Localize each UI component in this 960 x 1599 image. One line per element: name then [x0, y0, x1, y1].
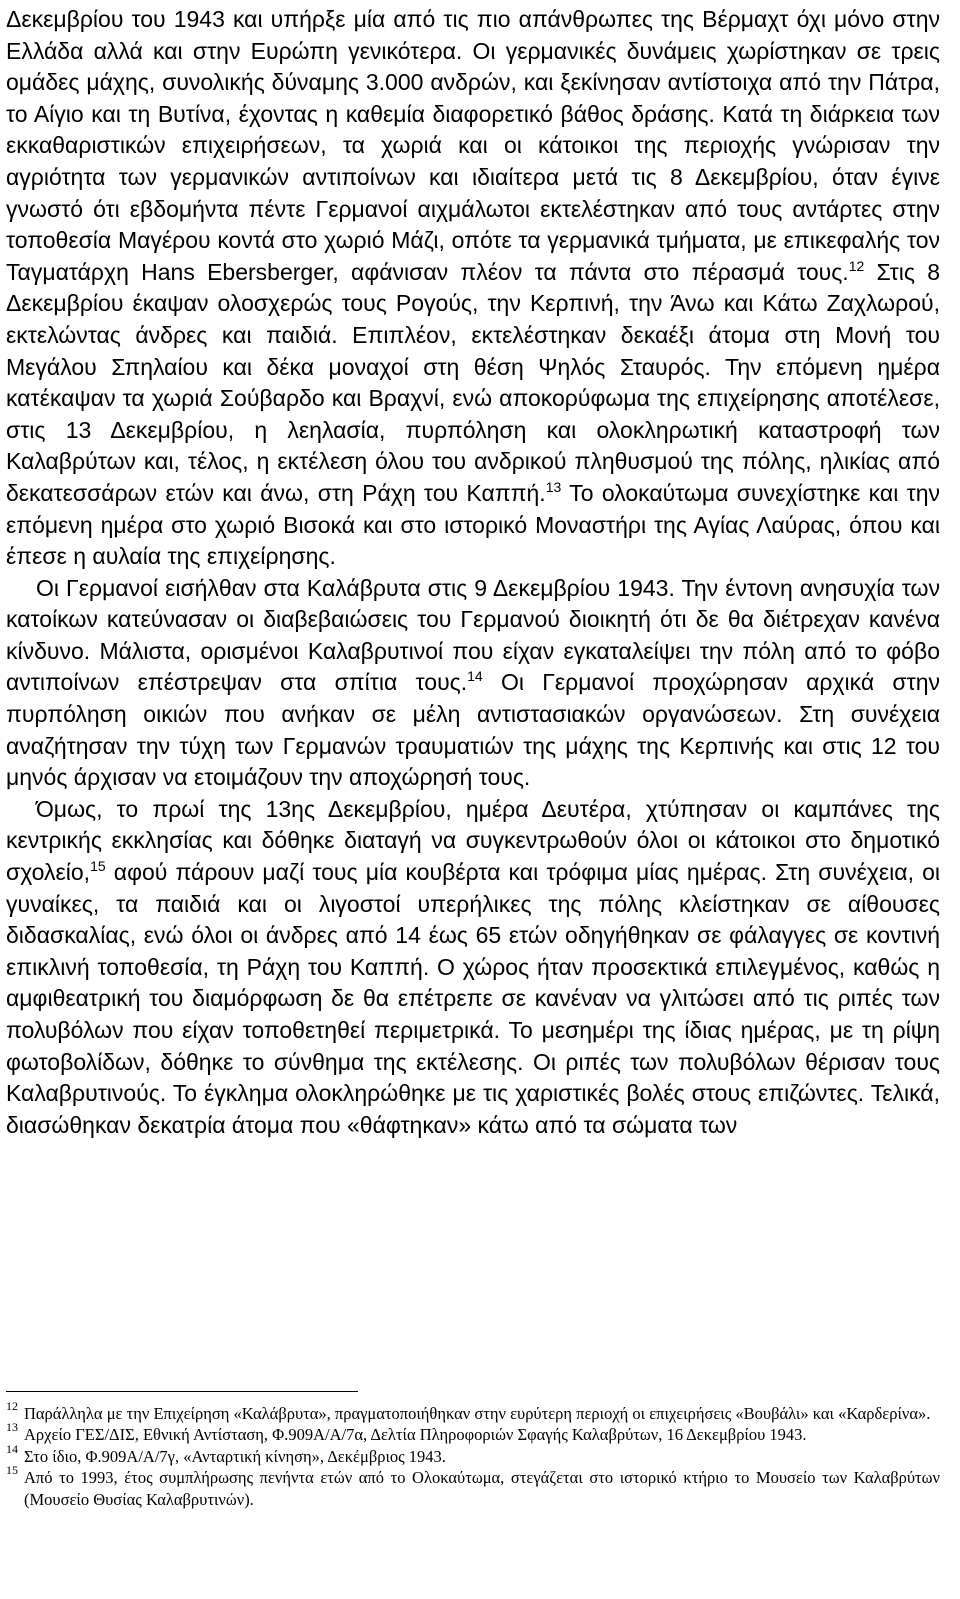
footnote-ref-15[interactable]: 15: [90, 858, 106, 875]
footnote-13: [6, 1420, 940, 1445]
footnote-text: Στο ίδιο, Φ.909Α/Α/7γ, «Ανταρτική κίνηση», Δεκέμβριος 1943.: [24, 1446, 446, 1466]
paragraph-text: Δεκεμβρίου του 1943 και υπήρξε μία από τις πιο απάνθρωπες της Βέρμαχτ όχι μόνο στην Ελλάδα αλλά και στην Ευρώπη γενικότερα. Οι γερμανικές δυνάμεις χωρίστηκαν σε τρεις ομάδες μάχης, συνολικής δύναμης 3.000 ανδρών, και ξεκίνησαν αντίστοιχα από την Πάτρα, το Αίγιο και τη Βυτίνα, έχοντας η καθεμία διαφορετικό βάθος δράσης. Κατά τη διάρκεια των εκκαθαριστικών επιχειρήσεων, τα χωριά και οι κάτοικοι της περιοχής γνώρισαν την αγριότητα των γερμανικών αντιποίνων και ιδιαίτερα μετά τις 8 Δεκεμβρίου, όταν έγινε γνωστό ότι εβδομήντα πέντε Γερμανοί αιχμάλωτοι εκτελέστηκαν από τους αντάρτες στην τοποθεσία Μαγέρου κοντά στο χωριό Μάζι, οπότε τα γερμανικά τμήματα, με επικεφαλής τον Ταγματάρχη Hans Ebersberger, αφάνισαν πλέον τα πάντα στο πέρασμά τους.: [6, 6, 940, 285]
footnote-number: 13: [6, 1420, 18, 1435]
footnote-12: [6, 1399, 940, 1424]
footnote-text: Από το 1993, έτος συμπλήρωσης πενήντα ετών από το Ολοκαύτωμα, στεγάζεται στο ιστορικό κτήριο το Μουσείο των Καλαβρύτων (Μουσείο Θυσίας Καλαβρυτινών).: [24, 1468, 940, 1509]
body-text: [6, 4, 940, 1141]
footnote-text: Αρχείο ΓΕΣ/ΔΙΣ, Εθνική Αντίσταση, Φ.909Α/Α/7α, Δελτία Πληροφοριών Σφαγής Καλαβρύτων, 16 Δεκεμβρίου 1943.: [24, 1425, 807, 1445]
footnote-number: 14: [6, 1441, 18, 1456]
footnote-ref-12[interactable]: 12: [848, 257, 865, 274]
paragraph-text: Στις 8 Δεκεμβρίου έκαψαν ολοσχερώς τους Ρογούς, την Κερπινή, την Άνω και Κάτω Ζαχλωρού, εκτελώντας άνδρες και παιδιά. Επιπλέον, εκτελέστηκαν δεκαέξι άτομα στη Μονή του Μεγάλου Σπηλαίου και δέκα μοναχοί στη θέση Ψηλός Σταυρός. Την επόμενη ημέρα κατέκαψαν τα χωριά Σούβαρδο και Βραχνί, ενώ αποκορύφωμα της επιχείρησης αποτέλεσε, στις 13 Δεκεμβρίου, η λεηλασία, πυρπόληση και ολοκληρωτική καταστροφή των Καλαβρύτων και, τέλος, η εκτέλεση όλου του ανδρικού πληθυσμού της πόλης, ηλικίας από δεκατεσσάρων ετών και άνω, στη Ράχη του Καππή.: [6, 258, 940, 506]
footnote-number: 15: [6, 1463, 18, 1478]
paragraph-text: Οι Γερμανοί προχώρησαν αρχικά στην πυρπόληση οικιών που ανήκαν σε μέλη αντιστασιακών οργανώσεων. Στη συνέχεια αναζήτησαν την τύχη των Γερμανών τραυματιών της μάχης της Κερπινής και στις 12 του μηνός άρχισαν να ετοιμάζουν την αποχώρησή τους.: [6, 669, 940, 791]
footnote-15: [6, 1463, 940, 1510]
paragraph-text: Όμως, το πρωί της 13ης Δεκεμβρίου, ημέρα Δευτέρα, χτύπησαν οι καμπάνες της κεντρικής εκκλησίας και δόθηκε διαταγή να συγκεντρωθούν όλοι οι κάτοικοι στο δημοτικό σχολείο,: [6, 795, 940, 886]
footnote-separator: [6, 1391, 358, 1392]
footnote-ref-14[interactable]: 14: [467, 668, 483, 685]
paragraph-1: [6, 4, 940, 573]
paragraph-3: [6, 794, 940, 1142]
footnote-number: 12: [6, 1399, 18, 1413]
paragraph-2: [6, 573, 940, 794]
paragraph-text: Το ολοκαύτωμα συνεχίστηκε και την επόμενη ημέρα στο χωριό Βισοκά και στο ιστορικό Μοναστήρι της Αγίας Λαύρας, όπου και έπεσε η αυλαία της επιχείρησης.: [6, 479, 941, 570]
paragraph-text: Οι Γερμανοί εισήλθαν στα Καλάβρυτα στις 9 Δεκεμβρίου 1943. Την έντονη ανησυχία των κατοίκων κατεύνασαν οι διαβεβαιώσεις του Γερμανού διοικητή ότι δε θα διέτρεχαν κανένα κίνδυνο. Μάλιστα, ορισμένοι Καλαβρυτινοί που είχαν εγκαταλείψει την πόλη από το φόβο αντιποίνων επέστρεψαν στα σπίτια τους.: [6, 574, 940, 696]
footnote-ref-13[interactable]: 13: [545, 478, 562, 495]
footnote-text: Παράλληλα με την Επιχείρηση «Καλάβρυτα», πραγματοποιήθηκαν στην ευρύτερη περιοχή οι επιχειρήσεις «Βουβάλι» και «Καρδερίνα».: [24, 1404, 931, 1423]
paragraph-text: αφού πάρουν μαζί τους μία κουβέρτα και τρόφιμα μίας ημέρας. Στη συνέχεια, οι γυναίκες, τα παιδιά και οι λιγοστοί υπερήλικες της πόλης κλείστηκαν σε αίθουσες διδασκαλίας, ενώ όλοι οι άνδρες από 14 έως 65 ετών οδηγήθηκαν σε φάλαγγες σε κοντινή επικλινή τοποθεσία, τη Ράχη του Καππή. Ο χώρος ήταν προσεκτικά επιλεγμένος, καθώς η αμφιθεατρική του διαμόρφωση δε θα επέτρεπε σε κανέναν να γλιτώσει από τις ριπές των πολυβόλων που είχαν τοποθετηθεί περιμετρικά. Το μεσημέρι της ίδιας ημέρας, με τη ρίψη φωτοβολίδων, δόθηκε το σύνθημα της εκτέλεσης. Οι ριπές των πολυβόλων θέρισαν τους Καλαβρυτινούς. Το έγκλημα ολοκληρώθηκε με τις χαριστικές βολές στους επιζώντες. Τελικά, διασώθηκαν δεκατρία άτομα που «θάφτηκαν» κάτω από τα σώματα των: [6, 859, 940, 1138]
footnotes: [6, 1399, 940, 1510]
footnote-14: [6, 1441, 940, 1467]
